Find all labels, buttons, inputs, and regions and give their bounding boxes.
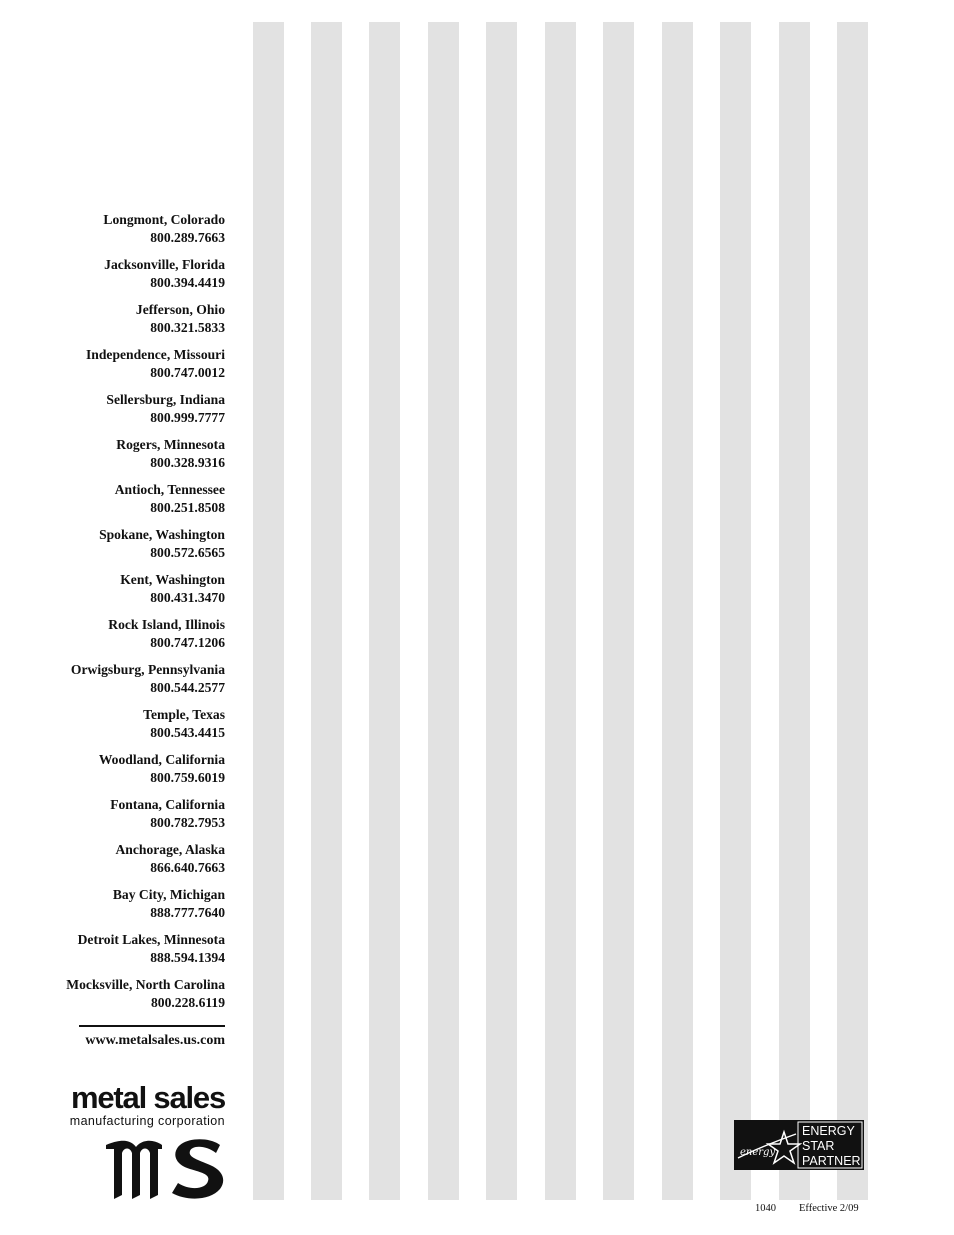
location-city: Detroit Lakes, Minnesota [77, 932, 225, 947]
location-city: Sellersburg, Indiana [106, 392, 225, 407]
location-item [20, 391, 225, 436]
brand-logo [20, 1082, 225, 1128]
monogram-m [106, 1141, 162, 1199]
location-city: Jacksonville, Florida [104, 257, 225, 272]
location-item [20, 841, 225, 886]
stripe [545, 22, 576, 1200]
location-item [20, 526, 225, 571]
location-item [20, 796, 225, 841]
location-phone[interactable]: 800.321.5833 [150, 320, 225, 335]
location-phone[interactable]: 800.999.7777 [150, 410, 225, 425]
location-city: Mocksville, North Carolina [66, 977, 225, 992]
stripe [253, 22, 284, 1200]
location-item [20, 256, 225, 301]
location-phone[interactable]: 800.782.7953 [150, 815, 225, 830]
location-phone[interactable]: 800.289.7663 [150, 230, 225, 245]
location-phone[interactable]: 800.228.6119 [150, 995, 225, 1010]
location-phone[interactable]: 800.747.1206 [150, 635, 225, 650]
location-item [20, 436, 225, 481]
location-city: Longmont, Colorado [103, 212, 225, 227]
location-item [20, 301, 225, 346]
stripe [486, 22, 517, 1200]
location-item [20, 931, 225, 976]
location-city: Antioch, Tennessee [114, 482, 225, 497]
location-city: Rock Island, Illinois [108, 617, 225, 632]
location-item [20, 346, 225, 391]
stripe [837, 22, 868, 1200]
effective-date: Effective 2/09 [799, 1203, 859, 1214]
stripe [311, 22, 342, 1200]
ms-monogram-logo [106, 1137, 226, 1201]
location-city: Fontana, California [110, 797, 225, 812]
location-city: Rogers, Minnesota [116, 437, 225, 452]
location-list [20, 211, 225, 1021]
stripe [779, 22, 810, 1200]
location-item [20, 661, 225, 706]
location-item [20, 211, 225, 256]
energy-star-line1: ENERGY [802, 1124, 855, 1138]
stripe [603, 22, 634, 1200]
location-phone[interactable]: 800.251.8508 [150, 500, 225, 515]
energy-star-line3: PARTNER [802, 1154, 861, 1168]
location-city: Kent, Washington [120, 572, 225, 587]
location-item [20, 481, 225, 526]
energy-star-line2: STAR [802, 1139, 835, 1153]
location-phone[interactable]: 800.431.3470 [150, 590, 225, 605]
energy-script: energy [740, 1147, 776, 1158]
location-city: Orwigsburg, Pennsylvania [70, 662, 225, 677]
location-phone[interactable]: 800.747.0012 [150, 365, 225, 380]
location-city: Temple, Texas [143, 707, 225, 722]
stripe [662, 22, 693, 1200]
document-code: 1040 [755, 1203, 776, 1214]
brand-tagline: manufacturing corporation [69, 1114, 225, 1128]
location-phone[interactable]: 800.328.9316 [150, 455, 225, 470]
location-city: Bay City, Michigan [112, 887, 225, 902]
location-phone[interactable]: 866.640.7663 [150, 860, 225, 875]
location-city: Spokane, Washington [99, 527, 225, 542]
location-item [20, 886, 225, 931]
monogram-s [172, 1139, 223, 1198]
location-phone[interactable]: 800.759.6019 [150, 770, 225, 785]
brand-name: metal sales [71, 1080, 225, 1115]
location-city: Woodland, California [98, 752, 225, 767]
location-city: Independence, Missouri [86, 347, 225, 362]
location-phone[interactable]: 800.544.2577 [150, 680, 225, 695]
location-item [20, 571, 225, 616]
location-phone[interactable]: 888.594.1394 [150, 950, 225, 965]
location-phone[interactable]: 800.394.4419 [150, 275, 225, 290]
stripe [720, 22, 751, 1200]
location-item [20, 706, 225, 751]
stripe [428, 22, 459, 1200]
website-link[interactable]: www.metalsales.us.com [85, 1033, 225, 1048]
divider [79, 1025, 225, 1027]
location-city: Jefferson, Ohio [135, 302, 225, 317]
location-phone[interactable]: 888.777.7640 [150, 905, 225, 920]
location-item [20, 751, 225, 796]
stripe [369, 22, 400, 1200]
location-item [20, 616, 225, 661]
location-phone[interactable]: 800.543.4415 [150, 725, 225, 740]
location-item [20, 976, 225, 1021]
energy-star-partner-logo [734, 1120, 864, 1170]
location-city: Anchorage, Alaska [115, 842, 225, 857]
location-phone[interactable]: 800.572.6565 [150, 545, 225, 560]
